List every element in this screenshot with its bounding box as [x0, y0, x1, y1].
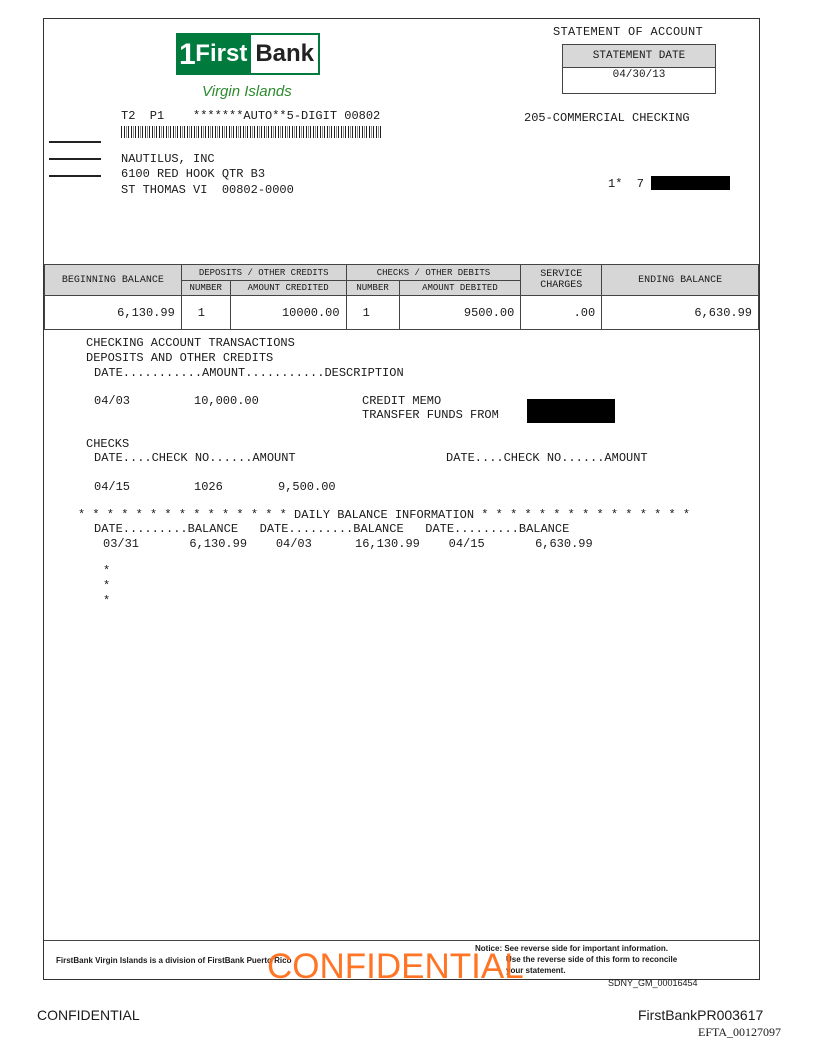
transactions-title: CHECKING ACCOUNT TRANSACTIONS [86, 336, 295, 350]
amount-debited-header: AMOUNT DEBITED [399, 281, 521, 296]
amount-credited-header: AMOUNT CREDITED [230, 281, 346, 296]
checks-column-header-left: DATE....CHECK NO......AMOUNT [94, 451, 296, 465]
deposits-title: DEPOSITS AND OTHER CREDITS [86, 351, 274, 365]
daily-balance-header: DATE.........BALANCE DATE.........BALANCE DATE.........BALANCE [94, 522, 570, 536]
checks-column-header-right: DATE....CHECK NO......AMOUNT [446, 451, 648, 465]
deposits-column-header: DATE...........AMOUNT...........DESCRIPTION [94, 366, 404, 380]
mailing-routing-line: T2 P1 *******AUTO**5-DIGIT 00802 [121, 109, 381, 123]
firstbank-logo [176, 33, 320, 75]
postal-barcode [121, 126, 383, 138]
filler-star: * [103, 564, 111, 578]
deposit-date: 04/03 [94, 394, 131, 408]
notice-line-3: your statement. [506, 966, 566, 975]
logo-one: 1 [179, 38, 196, 71]
fold-mark [49, 175, 101, 177]
balance-summary-table [44, 264, 759, 330]
customer-address-1: 6100 RED HOOK QTR B3 [121, 167, 266, 181]
daily-balance-row: 03/31 6,130.99 04/03 16,130.99 04/15 6,630.99 [103, 537, 593, 551]
account-reference: 1* 7 [608, 177, 645, 191]
check-number-header: NUMBER [346, 281, 399, 296]
deposit-description-1: CREDIT MEMO [362, 394, 442, 408]
check-date: 04/15 [94, 480, 131, 494]
ending-balance-value: 6,630.99 [602, 296, 759, 330]
checks-title: CHECKS [86, 437, 130, 451]
amount-credited-value: 10000.00 [230, 296, 346, 330]
checks-header: CHECKS / OTHER DEBITS [346, 265, 521, 281]
sdny-id: SDNY_GM_00016454 [608, 978, 698, 988]
division-note: FirstBank Virgin Islands is a division of FirstBank Puerto Rico [56, 956, 292, 965]
logo-first-text: First [195, 40, 248, 67]
confidential-label: CONFIDENTIAL [37, 1007, 140, 1023]
confidential-stamp: CONFIDENTIAL [267, 947, 524, 986]
logo-mark [176, 33, 196, 75]
customer-address-2: ST THOMAS VI 00802-0000 [121, 183, 294, 197]
statement-date-value: 04/30/13 [612, 69, 666, 81]
statement-date-box [562, 44, 716, 94]
account-type: 205-COMMERCIAL CHECKING [524, 111, 690, 125]
filler-star: * [103, 579, 111, 593]
beginning-balance-value: 6,130.99 [45, 296, 182, 330]
logo-bank-text: Bank [251, 35, 318, 73]
footer-divider [44, 940, 759, 941]
fold-mark [49, 158, 101, 160]
daily-balance-title: * * * * * * * * * * * * * * * DAILY BALANCE INFORMATION * * * * * * * * * * * * * * * [78, 508, 691, 522]
notice-line-1: Notice: See reverse side for important information. [475, 944, 668, 953]
filler-star: * [103, 594, 111, 608]
notice-line-2: Use the reverse side of this form to reconcile [506, 955, 678, 964]
deposit-amount: 10,000.00 [194, 394, 259, 408]
bates-number: FirstBankPR003617 [638, 1007, 764, 1023]
ending-balance-header: ENDING BALANCE [602, 265, 759, 296]
statement-date-label: STATEMENT DATE [563, 45, 715, 68]
deposits-header: DEPOSITS / OTHER CREDITS [181, 265, 346, 281]
service-charges-value: .00 [521, 296, 602, 330]
statement-title: STATEMENT OF ACCOUNT [553, 25, 704, 39]
redaction-bar [527, 399, 615, 423]
fold-mark [49, 141, 101, 143]
deposit-number-header: NUMBER [181, 281, 230, 296]
check-number: 1026 [194, 480, 223, 494]
efta-number: EFTA_00127097 [698, 1025, 782, 1039]
deposit-count-value: 1 [181, 296, 230, 330]
redaction-bar [651, 176, 730, 190]
check-amount: 9,500.00 [278, 480, 336, 494]
amount-debited-value: 9500.00 [399, 296, 521, 330]
check-count-value: 1 [346, 296, 399, 330]
customer-name: NAUTILUS, INC [121, 152, 215, 166]
deposit-description-2: TRANSFER FUNDS FROM [362, 408, 499, 422]
service-charges-header: SERVICE CHARGES [521, 265, 602, 296]
logo-region: Virgin Islands [202, 83, 292, 100]
beginning-balance-header: BEGINNING BALANCE [45, 265, 182, 296]
logo-wordmark [189, 33, 320, 75]
